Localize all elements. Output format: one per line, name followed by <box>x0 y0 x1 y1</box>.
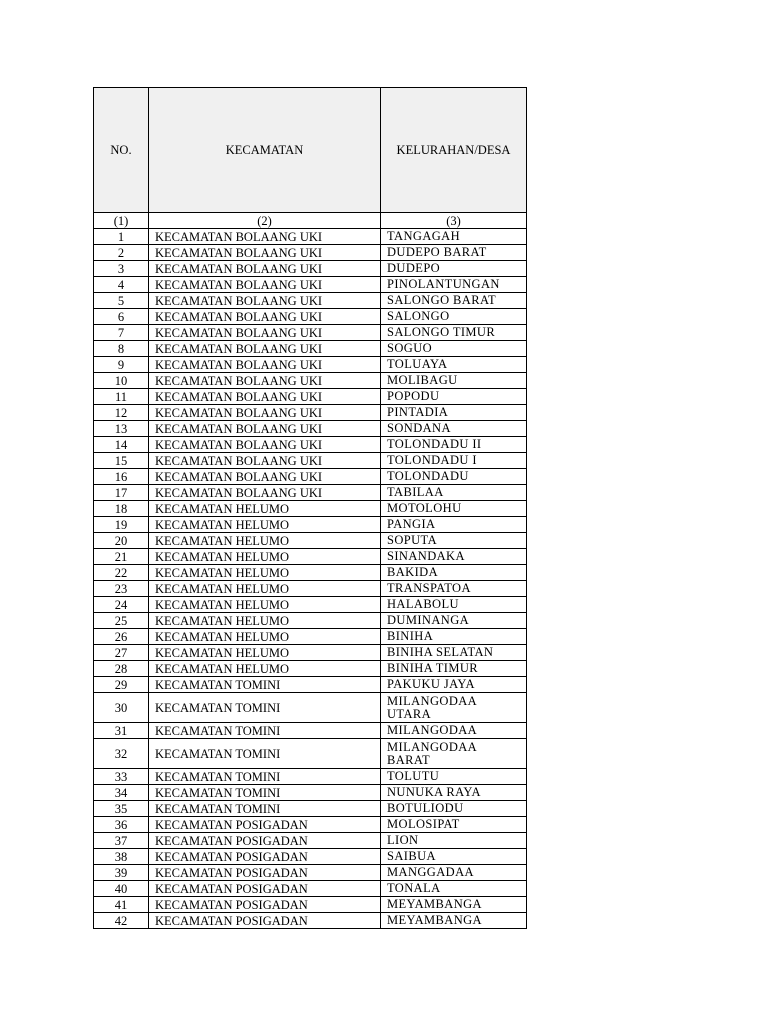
kelurahan-desa-cell <box>381 293 527 309</box>
row-number: 42 <box>94 913 149 929</box>
kelurahan-desa-label: PANGIA <box>387 517 436 531</box>
kelurahan-desa-cell <box>381 769 527 785</box>
kelurahan-desa-cell <box>381 739 527 769</box>
kecamatan-cell: KECAMATAN POSIGADAN <box>149 833 381 849</box>
table-row <box>94 865 527 881</box>
kelurahan-desa-cell <box>381 565 527 581</box>
row-number: 22 <box>94 565 149 581</box>
table-row <box>94 405 527 421</box>
kelurahan-desa-cell <box>381 357 527 373</box>
kecamatan-cell: KECAMATAN BOLAANG UKI <box>149 357 381 373</box>
kecamatan-cell: KECAMATAN HELUMO <box>149 629 381 645</box>
kelurahan-desa-label: MEYAMBANGA <box>387 913 482 927</box>
kecamatan-cell: KECAMATAN TOMINI <box>149 723 381 739</box>
row-number: 12 <box>94 405 149 421</box>
row-number: 4 <box>94 277 149 293</box>
kecamatan-cell: KECAMATAN TOMINI <box>149 693 381 723</box>
kelurahan-desa-label: DUDEPO BARAT <box>387 245 487 259</box>
table-row <box>94 881 527 897</box>
kecamatan-cell: KECAMATAN BOLAANG UKI <box>149 245 381 261</box>
kelurahan-desa-label: LION <box>387 833 419 847</box>
table-row <box>94 245 527 261</box>
row-number: 14 <box>94 437 149 453</box>
table-row <box>94 817 527 833</box>
table-body <box>94 229 527 929</box>
kelurahan-desa-cell <box>381 261 527 277</box>
kelurahan-desa-label: MEYAMBANGA <box>387 897 482 911</box>
table-row <box>94 897 527 913</box>
kecamatan-cell: KECAMATAN BOLAANG UKI <box>149 309 381 325</box>
kecamatan-cell: KECAMATAN BOLAANG UKI <box>149 325 381 341</box>
kecamatan-cell: KECAMATAN POSIGADAN <box>149 913 381 929</box>
row-number: 5 <box>94 293 149 309</box>
kelurahan-desa-label: TRANSPATOA <box>387 581 471 595</box>
table-row <box>94 229 527 245</box>
kelurahan-desa-label: MILANGODAA UTARA <box>387 693 477 721</box>
kecamatan-cell: KECAMATAN BOLAANG UKI <box>149 405 381 421</box>
table-row <box>94 357 527 373</box>
kelurahan-desa-label: SAIBUA <box>387 849 436 863</box>
kelurahan-desa-label: HALABOLU <box>387 597 459 611</box>
kelurahan-desa-cell <box>381 517 527 533</box>
kecamatan-cell: KECAMATAN HELUMO <box>149 581 381 597</box>
kelurahan-desa-label: PINTADIA <box>387 405 449 419</box>
row-number: 21 <box>94 549 149 565</box>
kecamatan-cell: KECAMATAN BOLAANG UKI <box>149 437 381 453</box>
kelurahan-desa-label: MOLOSIPAT <box>387 817 460 831</box>
kelurahan-desa-cell <box>381 661 527 677</box>
table-row <box>94 597 527 613</box>
table-row <box>94 389 527 405</box>
row-number: 30 <box>94 693 149 723</box>
table-row <box>94 501 527 517</box>
table-row <box>94 549 527 565</box>
kecamatan-cell: KECAMATAN BOLAANG UKI <box>149 485 381 501</box>
kelurahan-desa-cell <box>381 437 527 453</box>
row-number: 34 <box>94 785 149 801</box>
table-row <box>94 517 527 533</box>
table-row <box>94 533 527 549</box>
kelurahan-desa-label: SALONGO TIMUR <box>387 325 496 339</box>
table-row <box>94 437 527 453</box>
table-row <box>94 801 527 817</box>
kecamatan-cell: KECAMATAN BOLAANG UKI <box>149 229 381 245</box>
kecamatan-cell: KECAMATAN HELUMO <box>149 533 381 549</box>
row-number: 37 <box>94 833 149 849</box>
column-number-2: (2) <box>149 213 381 229</box>
table-row <box>94 469 527 485</box>
kelurahan-desa-label: TOLONDADU II <box>387 437 482 451</box>
kelurahan-desa-cell <box>381 597 527 613</box>
row-number: 20 <box>94 533 149 549</box>
kecamatan-cell: KECAMATAN HELUMO <box>149 517 381 533</box>
row-number: 41 <box>94 897 149 913</box>
kelurahan-desa-cell <box>381 405 527 421</box>
row-number: 27 <box>94 645 149 661</box>
table-row <box>94 769 527 785</box>
table-row <box>94 485 527 501</box>
kecamatan-cell: KECAMATAN BOLAANG UKI <box>149 373 381 389</box>
kelurahan-desa-cell <box>381 881 527 897</box>
column-number-row <box>94 213 527 229</box>
row-number: 26 <box>94 629 149 645</box>
row-number: 38 <box>94 849 149 865</box>
header-kecamatan: KECAMATAN <box>149 88 381 213</box>
table-row <box>94 613 527 629</box>
kelurahan-desa-cell <box>381 501 527 517</box>
table-row <box>94 565 527 581</box>
row-number: 19 <box>94 517 149 533</box>
kelurahan-desa-label: POPODU <box>387 389 440 403</box>
kelurahan-desa-cell <box>381 865 527 881</box>
column-number-3: (3) <box>381 213 527 229</box>
table-row <box>94 293 527 309</box>
row-number: 7 <box>94 325 149 341</box>
kelurahan-desa-cell <box>381 245 527 261</box>
table-row <box>94 645 527 661</box>
kelurahan-desa-label: TOLONDADU I <box>387 453 477 467</box>
table-row <box>94 277 527 293</box>
table-row <box>94 785 527 801</box>
kelurahan-desa-cell <box>381 485 527 501</box>
table-row <box>94 849 527 865</box>
kelurahan-desa-label: SONDANA <box>387 421 451 435</box>
row-number: 1 <box>94 229 149 245</box>
row-number: 9 <box>94 357 149 373</box>
kecamatan-cell: KECAMATAN POSIGADAN <box>149 881 381 897</box>
kecamatan-cell: KECAMATAN HELUMO <box>149 597 381 613</box>
kelurahan-desa-label: BINIHA SELATAN <box>387 645 494 659</box>
kecamatan-cell: KECAMATAN TOMINI <box>149 801 381 817</box>
row-number: 8 <box>94 341 149 357</box>
kecamatan-cell: KECAMATAN HELUMO <box>149 661 381 677</box>
kelurahan-desa-cell <box>381 229 527 245</box>
kelurahan-desa-cell <box>381 817 527 833</box>
kelurahan-desa-label: TOLUTU <box>387 769 440 783</box>
kecamatan-cell: KECAMATAN POSIGADAN <box>149 865 381 881</box>
kelurahan-desa-label: SOGUO <box>387 341 433 355</box>
kelurahan-desa-label: SALONGO <box>387 309 450 323</box>
table-row <box>94 913 527 929</box>
kelurahan-desa-cell <box>381 469 527 485</box>
table-row <box>94 693 527 723</box>
kelurahan-desa-label: MANGGADAA <box>387 865 474 879</box>
table-row <box>94 739 527 769</box>
table-row <box>94 677 527 693</box>
kelurahan-desa-cell <box>381 629 527 645</box>
kelurahan-desa-label: TOLONDADU <box>387 469 469 483</box>
kelurahan-desa-cell <box>381 549 527 565</box>
kelurahan-desa-cell <box>381 801 527 817</box>
row-number: 15 <box>94 453 149 469</box>
kelurahan-desa-cell <box>381 913 527 929</box>
row-number: 29 <box>94 677 149 693</box>
row-number: 36 <box>94 817 149 833</box>
kecamatan-cell: KECAMATAN POSIGADAN <box>149 817 381 833</box>
table-row <box>94 661 527 677</box>
table-row <box>94 581 527 597</box>
kelurahan-desa-label: PINOLANTUNGAN <box>387 277 500 291</box>
kelurahan-desa-label: MILANGODAA <box>387 723 478 737</box>
kelurahan-desa-label: TONALA <box>387 881 441 895</box>
kelurahan-desa-cell <box>381 309 527 325</box>
kelurahan-desa-cell <box>381 373 527 389</box>
table-header-row <box>94 88 527 213</box>
row-number: 18 <box>94 501 149 517</box>
kelurahan-desa-cell <box>381 723 527 739</box>
kelurahan-desa-cell <box>381 453 527 469</box>
kecamatan-cell: KECAMATAN BOLAANG UKI <box>149 421 381 437</box>
kecamatan-cell: KECAMATAN HELUMO <box>149 613 381 629</box>
kecamatan-cell: KECAMATAN BOLAANG UKI <box>149 341 381 357</box>
row-number: 13 <box>94 421 149 437</box>
table-row <box>94 723 527 739</box>
row-number: 11 <box>94 389 149 405</box>
kelurahan-desa-cell <box>381 645 527 661</box>
table-row <box>94 453 527 469</box>
row-number: 10 <box>94 373 149 389</box>
kelurahan-desa-cell <box>381 897 527 913</box>
kecamatan-cell: KECAMATAN BOLAANG UKI <box>149 293 381 309</box>
header-no: NO. <box>94 88 149 213</box>
table-row <box>94 261 527 277</box>
village-table <box>93 87 527 929</box>
table-row <box>94 341 527 357</box>
kelurahan-desa-label: SOPUTA <box>387 533 438 547</box>
kelurahan-desa-cell <box>381 613 527 629</box>
row-number: 28 <box>94 661 149 677</box>
kecamatan-cell: KECAMATAN HELUMO <box>149 549 381 565</box>
row-number: 6 <box>94 309 149 325</box>
table-row <box>94 373 527 389</box>
kelurahan-desa-cell <box>381 677 527 693</box>
table-row <box>94 309 527 325</box>
kecamatan-cell: KECAMATAN TOMINI <box>149 785 381 801</box>
row-number: 32 <box>94 739 149 769</box>
row-number: 16 <box>94 469 149 485</box>
kelurahan-desa-cell <box>381 325 527 341</box>
kecamatan-cell: KECAMATAN HELUMO <box>149 565 381 581</box>
row-number: 33 <box>94 769 149 785</box>
kelurahan-desa-cell <box>381 849 527 865</box>
kecamatan-cell: KECAMATAN BOLAANG UKI <box>149 277 381 293</box>
header-kelurahan-desa: KELURAHAN/DESA <box>381 88 527 213</box>
table-row <box>94 325 527 341</box>
row-number: 35 <box>94 801 149 817</box>
kelurahan-desa-label: DUMINANGA <box>387 613 470 627</box>
kelurahan-desa-label: TOLUAYA <box>387 357 448 371</box>
table-row <box>94 629 527 645</box>
kecamatan-cell: KECAMATAN BOLAANG UKI <box>149 469 381 485</box>
kelurahan-desa-cell <box>381 785 527 801</box>
row-number: 3 <box>94 261 149 277</box>
kelurahan-desa-label: MILANGODAA BARAT <box>387 739 477 767</box>
kelurahan-desa-cell <box>381 421 527 437</box>
kecamatan-cell: KECAMATAN TOMINI <box>149 677 381 693</box>
kecamatan-cell: KECAMATAN BOLAANG UKI <box>149 261 381 277</box>
column-number-1: (1) <box>94 213 149 229</box>
table-row <box>94 421 527 437</box>
row-number: 39 <box>94 865 149 881</box>
kelurahan-desa-label: BAKIDA <box>387 565 439 579</box>
kelurahan-desa-label: TABILAA <box>387 485 444 499</box>
row-number: 24 <box>94 597 149 613</box>
kecamatan-cell: KECAMATAN HELUMO <box>149 501 381 517</box>
kelurahan-desa-cell <box>381 341 527 357</box>
row-number: 40 <box>94 881 149 897</box>
kelurahan-desa-cell <box>381 581 527 597</box>
kecamatan-cell: KECAMATAN BOLAANG UKI <box>149 453 381 469</box>
kecamatan-cell: KECAMATAN TOMINI <box>149 769 381 785</box>
row-number: 23 <box>94 581 149 597</box>
kelurahan-desa-label: PAKUKU JAYA <box>387 677 475 691</box>
kecamatan-cell: KECAMATAN POSIGADAN <box>149 849 381 865</box>
kelurahan-desa-cell <box>381 693 527 723</box>
kelurahan-desa-label: BINIHA TIMUR <box>387 661 479 675</box>
kecamatan-cell: KECAMATAN BOLAANG UKI <box>149 389 381 405</box>
kelurahan-desa-label: SALONGO BARAT <box>387 293 497 307</box>
row-number: 2 <box>94 245 149 261</box>
kelurahan-desa-cell <box>381 533 527 549</box>
row-number: 31 <box>94 723 149 739</box>
kelurahan-desa-label: BINIHA <box>387 629 434 643</box>
kelurahan-desa-cell <box>381 277 527 293</box>
row-number: 17 <box>94 485 149 501</box>
kelurahan-desa-label: SINANDAKA <box>387 549 465 563</box>
kelurahan-desa-label: TANGAGAH <box>387 229 461 243</box>
table-row <box>94 833 527 849</box>
kelurahan-desa-cell <box>381 389 527 405</box>
kelurahan-desa-cell <box>381 833 527 849</box>
kelurahan-desa-label: NUNUKA RAYA <box>387 785 481 799</box>
row-number: 25 <box>94 613 149 629</box>
kelurahan-desa-label: MOLIBAGU <box>387 373 458 387</box>
kecamatan-cell: KECAMATAN HELUMO <box>149 645 381 661</box>
kelurahan-desa-label: BOTULIODU <box>387 801 464 815</box>
kecamatan-cell: KECAMATAN POSIGADAN <box>149 897 381 913</box>
kelurahan-desa-label: DUDEPO <box>387 261 441 275</box>
kecamatan-cell: KECAMATAN TOMINI <box>149 739 381 769</box>
kelurahan-desa-label: MOTOLOHU <box>387 501 462 515</box>
